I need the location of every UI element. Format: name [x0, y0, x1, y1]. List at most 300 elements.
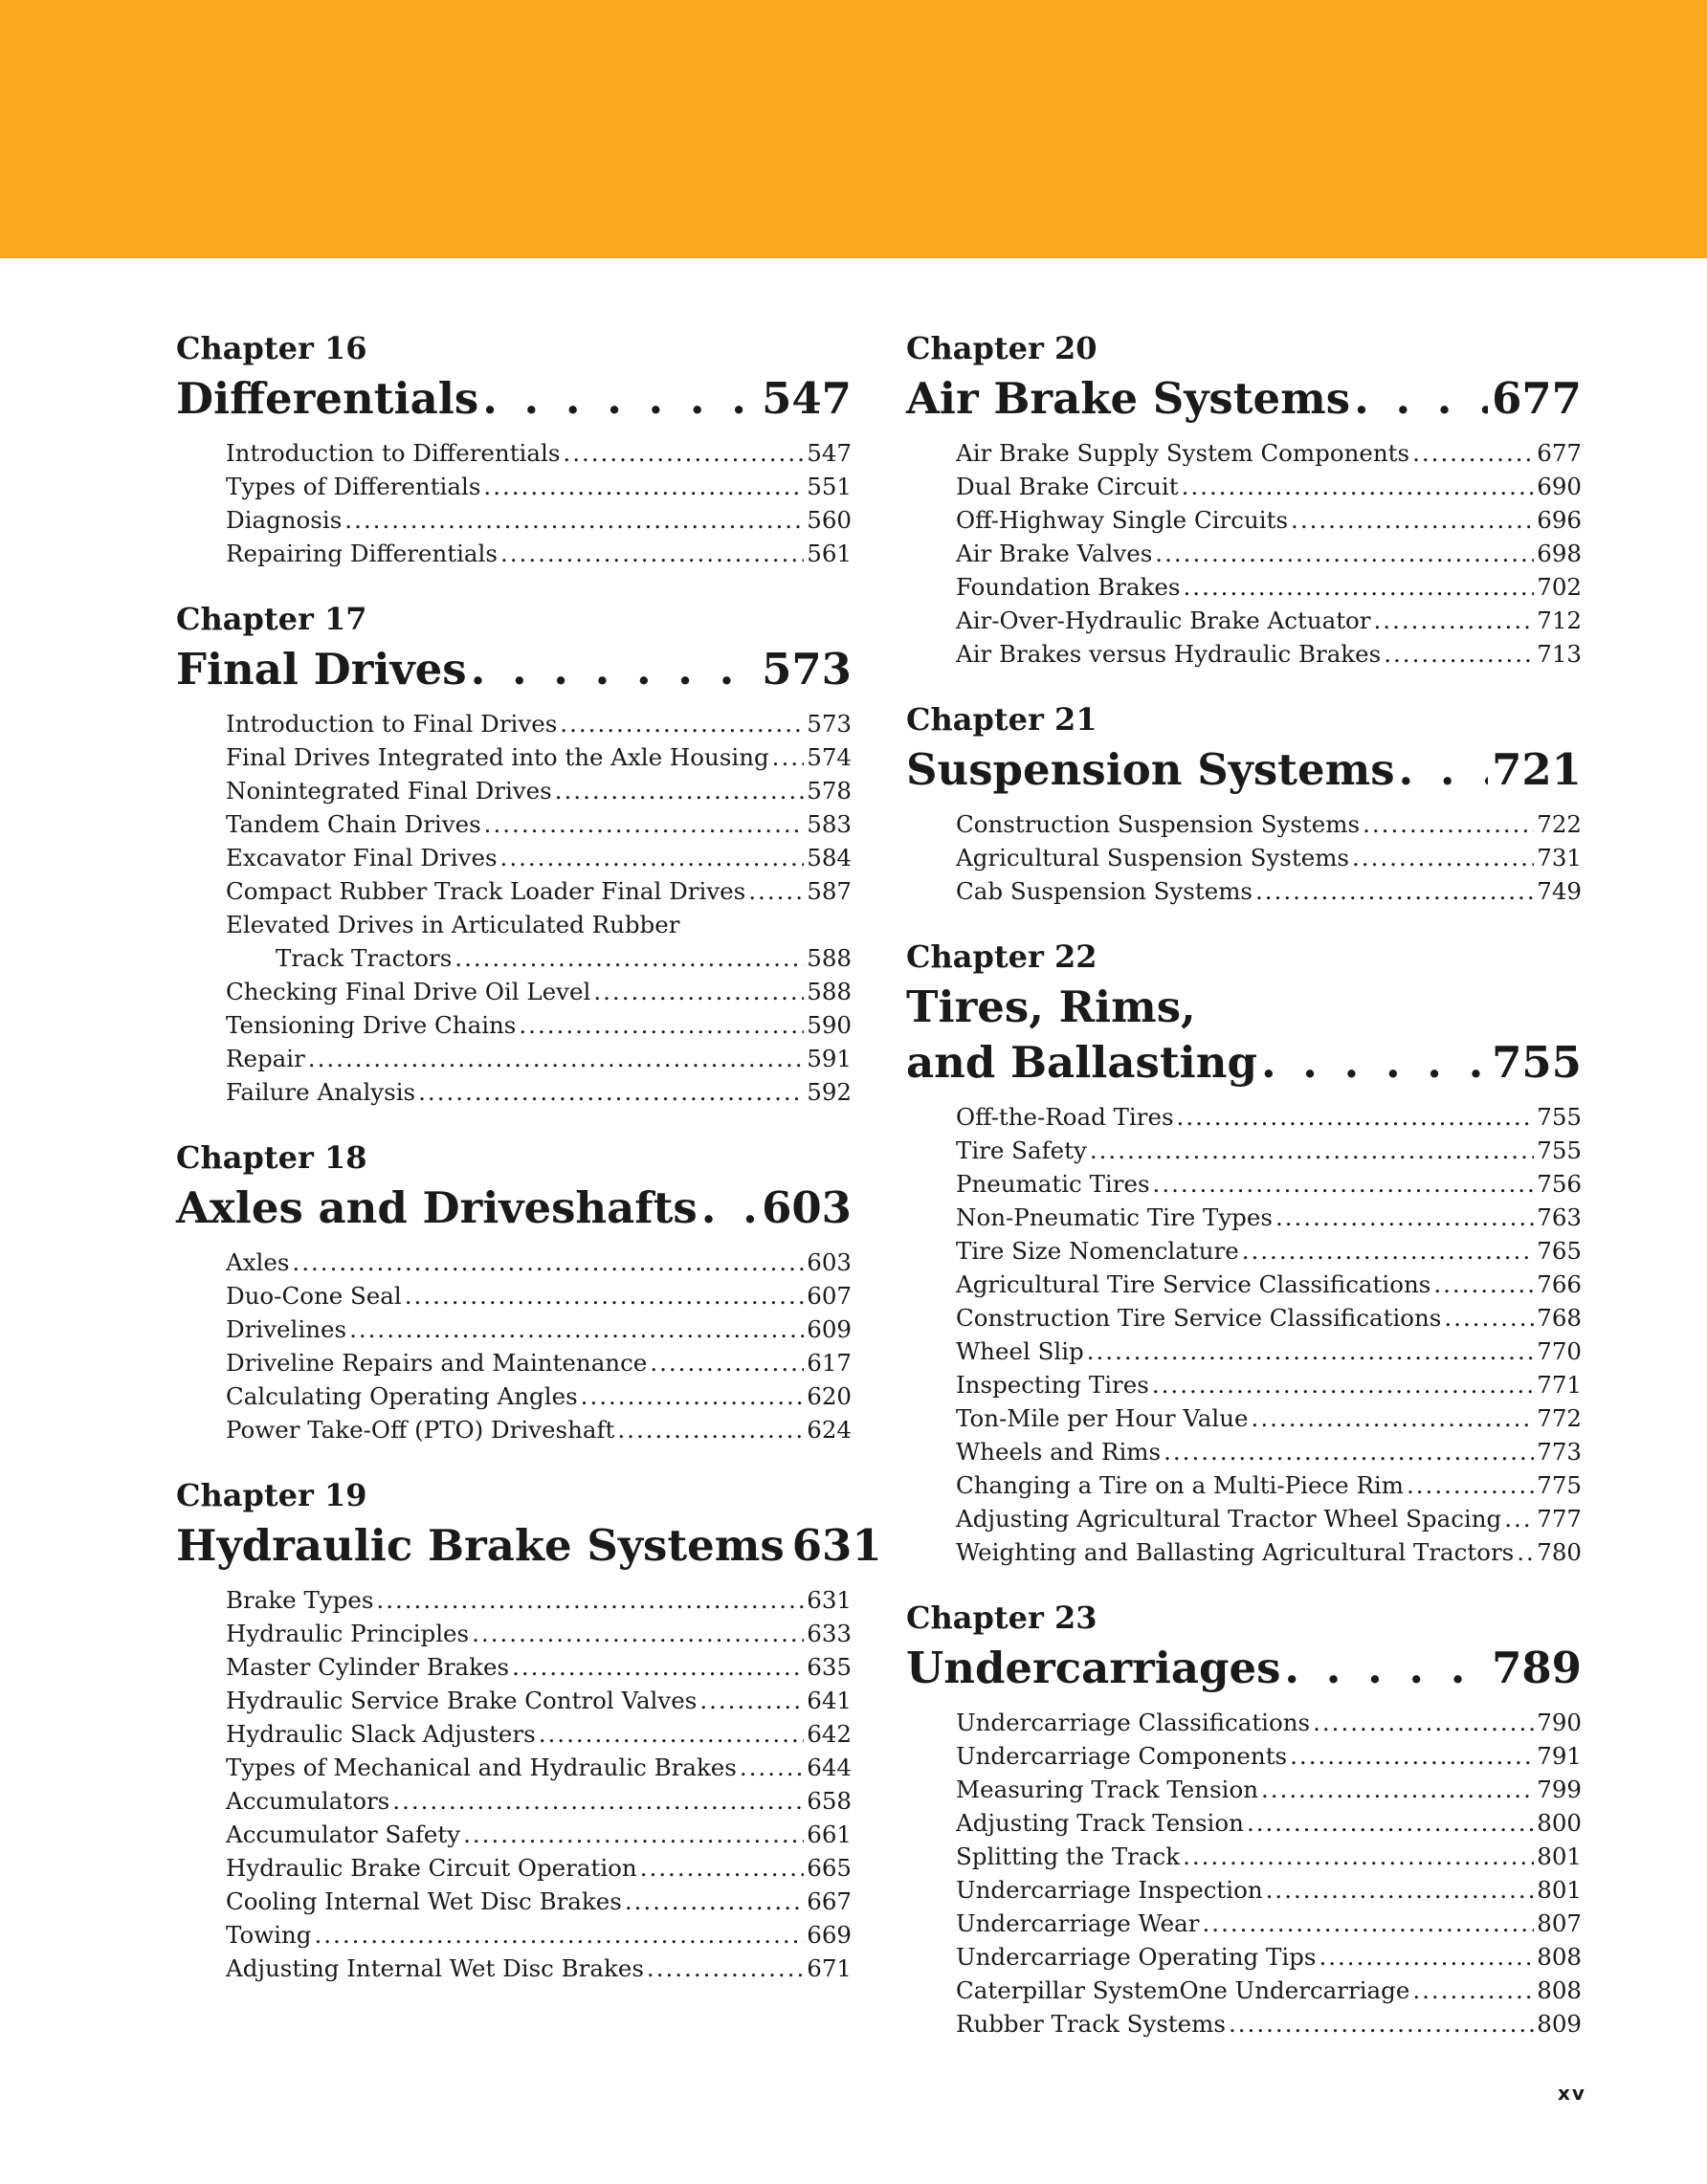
toc-entry[interactable]	[226, 707, 852, 740]
toc-entry[interactable]	[956, 1234, 1582, 1268]
entry-title: Cooling Internal Wet Disc Brakes	[226, 1887, 622, 1915]
entry-page-number: 587	[807, 877, 852, 905]
dot-leader	[1433, 1268, 1534, 1301]
chapter-title	[176, 1180, 698, 1236]
toc-entry[interactable]	[956, 1268, 1582, 1301]
toc-entry[interactable]	[956, 537, 1582, 570]
entry-page-number: 773	[1537, 1438, 1582, 1466]
toc-entry[interactable]	[226, 1413, 852, 1446]
toc-entry[interactable]	[226, 975, 852, 1008]
dot-leader	[500, 537, 804, 570]
chapter-title-link[interactable]	[176, 1518, 882, 1574]
dot-leader	[1407, 1468, 1534, 1502]
dot-leader	[1087, 1335, 1535, 1368]
toc-entry[interactable]	[226, 1751, 852, 1784]
entry-page-number: 771	[1537, 1371, 1582, 1399]
entry-page-number: 665	[807, 1854, 852, 1882]
dot-leader	[1412, 1974, 1534, 2007]
chapter-title-link[interactable]	[176, 642, 852, 697]
section-list	[176, 436, 852, 570]
toc-entry[interactable]	[956, 436, 1582, 470]
toc-entry[interactable]	[226, 1918, 852, 1952]
toc-entry[interactable]	[226, 1717, 852, 1751]
toc-entry[interactable]	[956, 1201, 1582, 1234]
toc-entry[interactable]	[226, 807, 852, 841]
entry-title: Tandem Chain Drives	[226, 810, 481, 838]
dot-leader	[1153, 1167, 1535, 1201]
dot-leader	[617, 1413, 804, 1446]
entry-page-number: 696	[1537, 506, 1582, 534]
chapter-title	[176, 642, 467, 697]
entry-page-number: 775	[1537, 1471, 1582, 1499]
toc-entry[interactable]	[226, 1246, 852, 1279]
dot-leader	[500, 841, 805, 874]
toc-entry[interactable]	[956, 1873, 1582, 1907]
chapter-page-number: 755	[1492, 1037, 1582, 1088]
toc-entry[interactable]	[226, 1784, 852, 1818]
entry-title: Changing a Tire on a Multi-Piece Rim	[956, 1471, 1404, 1499]
dot-leader	[392, 1784, 804, 1818]
toc-entry[interactable]	[956, 1806, 1582, 1840]
chapter-title-line: Differentials	[176, 373, 479, 424]
entry-page-number: 658	[807, 1787, 852, 1815]
entry-page-number: 641	[807, 1687, 852, 1714]
toc-entry[interactable]	[956, 1773, 1582, 1806]
dot-leader	[555, 774, 805, 807]
toc-entry[interactable]	[226, 1379, 852, 1413]
entry-title: Foundation Brakes	[956, 573, 1181, 601]
entry-page-number: 713	[1537, 640, 1582, 668]
dot-leader	[1363, 807, 1534, 841]
toc-entry[interactable]	[956, 1940, 1582, 1974]
toc-entry[interactable]	[956, 1739, 1582, 1773]
toc-entry[interactable]	[226, 503, 852, 537]
entry-title: Air Brake Valves	[956, 540, 1153, 567]
toc-entry[interactable]	[956, 503, 1582, 537]
toc-entry[interactable]	[956, 841, 1582, 874]
dot-leader	[1275, 1201, 1534, 1234]
chapter-page-number: 789	[1492, 1643, 1582, 1693]
toc-entry[interactable]	[226, 1346, 852, 1379]
toc-entry[interactable]	[956, 1468, 1582, 1502]
dot-leader	[483, 470, 804, 503]
entry-title: Rubber Track Systems	[956, 2010, 1226, 2038]
entry-page-number: 588	[807, 944, 852, 972]
dot-leader	[1203, 1907, 1535, 1940]
dot-leader	[1412, 436, 1534, 470]
entry-title: Axles	[226, 1248, 290, 1276]
entry-page-number: 677	[1537, 439, 1582, 467]
entry-page-number: 756	[1537, 1170, 1582, 1198]
dot-leader	[650, 1346, 804, 1379]
entry-page-number: 591	[807, 1045, 852, 1072]
dot-leader	[1354, 371, 1488, 427]
entry-page-number: 642	[807, 1720, 852, 1748]
entry-title: Nonintegrated Final Drives	[226, 777, 552, 805]
chapter-block	[906, 934, 1582, 1569]
entry-page-number: 801	[1537, 1876, 1582, 1904]
entry-title: Adjusting Agricultural Tractor Wheel Spacing	[956, 1505, 1502, 1533]
dot-leader	[1352, 841, 1534, 874]
chapter-block	[176, 1472, 882, 1985]
toc-entry[interactable]	[956, 807, 1582, 841]
entry-page-number: 790	[1537, 1709, 1582, 1736]
toc-entry[interactable]	[956, 1907, 1582, 1940]
chapter-page-number: 603	[762, 1182, 852, 1233]
entry-title: Drivelines	[226, 1315, 347, 1343]
chapter-title-link[interactable]	[176, 371, 852, 427]
dot-leader	[1152, 1368, 1534, 1401]
entry-page-number: 617	[807, 1349, 852, 1377]
dot-leader	[292, 1246, 804, 1279]
entry-title: Dual Brake Circuit	[956, 473, 1179, 500]
entry-title: Undercarriage Wear	[956, 1909, 1200, 1937]
toc-entry[interactable]	[956, 874, 1582, 908]
chapter-title-link[interactable]	[906, 1641, 1582, 1696]
toc-entry[interactable]	[956, 1368, 1582, 1401]
dot-leader	[1504, 1502, 1534, 1535]
dot-leader	[472, 1617, 804, 1650]
toc-entry[interactable]	[956, 470, 1582, 503]
entry-title: Introduction to Differentials	[226, 439, 561, 467]
toc-entry[interactable]	[226, 774, 852, 807]
entry-page-number: 578	[807, 777, 852, 805]
chapter-title-line: Undercarriages	[906, 1643, 1281, 1693]
entry-title: Master Cylinder Brakes	[226, 1653, 510, 1681]
toc-entry[interactable]	[226, 1075, 852, 1109]
dot-leader	[581, 1379, 805, 1413]
entry-title: Track Tractors	[276, 944, 453, 972]
toc-entry[interactable]	[226, 1313, 852, 1346]
chapter-title-line: Axles and Driveshafts	[176, 1182, 698, 1233]
entry-page-number: 590	[807, 1011, 852, 1039]
dot-leader	[1261, 1035, 1488, 1091]
toc-entry[interactable]	[226, 436, 852, 470]
entry-title: Splitting the Track	[956, 1842, 1181, 1870]
entry-title: Checking Final Drive Oil Level	[226, 978, 591, 1005]
dot-leader	[1182, 470, 1535, 503]
dot-leader	[539, 1717, 805, 1751]
chapter-title-line: and Ballasting	[906, 1037, 1257, 1088]
entry-page-number: 731	[1537, 844, 1582, 871]
entry-page-number: 644	[807, 1754, 852, 1781]
dot-leader	[418, 1075, 804, 1109]
dot-leader	[625, 1885, 804, 1918]
dot-leader	[1177, 1100, 1535, 1134]
chapter-title	[906, 1641, 1280, 1696]
entry-title: Calculating Operating Angles	[226, 1382, 578, 1410]
toc-entry[interactable]	[956, 1335, 1582, 1368]
entry-page-number: 765	[1537, 1237, 1582, 1265]
toc-entry[interactable]	[226, 1042, 852, 1075]
entry-title: Hydraulic Brake Circuit Operation	[226, 1854, 637, 1882]
entry-title: Agricultural Suspension Systems	[956, 844, 1349, 871]
page-number: xv	[1558, 2082, 1586, 2105]
chapter-block	[906, 696, 1582, 908]
entry-title: Hydraulic Slack Adjusters	[226, 1720, 536, 1748]
entry-page-number: 603	[807, 1248, 852, 1276]
dot-leader	[405, 1279, 804, 1313]
chapter-label: Chapter 17	[176, 601, 367, 637]
entry-page-number: 808	[1537, 1976, 1582, 2004]
chapter-page-number: 677	[1492, 373, 1582, 424]
toc-entry[interactable]	[226, 1008, 852, 1042]
entry-title: Off-Highway Single Circuits	[956, 506, 1289, 534]
chapter-block	[176, 596, 852, 1109]
toc-entry[interactable]	[226, 1279, 852, 1313]
entry-page-number: 633	[807, 1620, 852, 1647]
dot-leader	[1242, 1234, 1535, 1268]
toc-entry[interactable]	[226, 1650, 852, 1684]
dot-leader	[1090, 1134, 1534, 1167]
section-list	[906, 1706, 1582, 2041]
dot-leader	[560, 707, 804, 740]
chapter-title-line: Final Drives	[176, 644, 467, 695]
entry-page-number: 551	[807, 473, 852, 500]
chapter-title	[176, 371, 478, 427]
chapter-block	[906, 1595, 1582, 2041]
chapter-title	[906, 980, 1257, 1091]
entry-page-number: 755	[1537, 1136, 1582, 1164]
entry-page-number: 669	[807, 1921, 852, 1949]
toc-entry[interactable]	[956, 1502, 1582, 1535]
entry-title: Driveline Repairs and Maintenance	[226, 1349, 648, 1377]
dot-leader	[482, 371, 758, 427]
entry-page-number: 690	[1537, 473, 1582, 500]
dot-leader	[701, 1180, 758, 1236]
entry-page-number: 808	[1537, 1943, 1582, 1971]
chapter-page-number: 547	[762, 373, 852, 424]
toc-entry[interactable]	[226, 1684, 852, 1717]
dot-leader	[1399, 742, 1489, 798]
dot-leader	[1252, 1401, 1535, 1435]
chapter-label: Chapter 19	[176, 1477, 367, 1513]
dot-leader	[563, 436, 804, 470]
toc-entry[interactable]	[956, 1401, 1582, 1435]
entry-title: Air-Over-Hydraulic Brake Actuator	[956, 607, 1371, 634]
entry-page-number: 607	[807, 1282, 852, 1310]
toc-entry[interactable]	[956, 1974, 1582, 2007]
entry-title: Duo-Cone Seal	[226, 1282, 402, 1310]
dot-leader	[1291, 503, 1534, 537]
entry-title: Non-Pneumatic Tire Types	[956, 1203, 1273, 1231]
entry-page-number: 755	[1537, 1103, 1582, 1131]
chapter-title-line: Hydraulic Brake Systems	[176, 1520, 785, 1571]
dot-leader	[376, 1583, 804, 1617]
toc-entry[interactable]	[226, 941, 852, 975]
toc-entry[interactable]	[226, 874, 852, 908]
entry-title: Final Drives Integrated into the Axle Housing	[226, 743, 769, 771]
entry-page-number: 791	[1537, 1742, 1582, 1770]
dot-leader	[463, 1818, 804, 1851]
chapter-label: Chapter 16	[176, 330, 367, 366]
dot-leader	[1374, 604, 1535, 637]
toc-entry[interactable]	[956, 1706, 1582, 1739]
dot-leader	[314, 1918, 804, 1952]
dot-leader	[772, 740, 805, 774]
chapter-label: Chapter 20	[906, 330, 1097, 366]
toc-entry[interactable]	[226, 841, 852, 874]
entry-page-number: 722	[1537, 810, 1582, 838]
toc-entry[interactable]	[956, 1535, 1582, 1569]
entry-page-number: 799	[1537, 1776, 1582, 1803]
toc-entry[interactable]	[956, 1301, 1582, 1335]
section-list	[906, 436, 1582, 671]
entry-title: Weighting and Ballasting Agricultural Tractors	[956, 1538, 1515, 1566]
toc-entry[interactable]	[956, 604, 1582, 637]
entry-title: Undercarriage Components	[956, 1742, 1288, 1770]
entry-title: Cab Suspension Systems	[956, 877, 1253, 905]
entry-title: Wheels and Rims	[956, 1438, 1162, 1466]
entry-page-number: 766	[1537, 1270, 1582, 1298]
chapter-title-link[interactable]	[906, 742, 1582, 798]
toc-right-column	[906, 325, 1582, 2066]
entry-title: Hydraulic Service Brake Control Valves	[226, 1687, 698, 1714]
dot-leader	[1444, 1301, 1534, 1335]
entry-title: Repair	[226, 1045, 305, 1072]
entry-page-number: 800	[1537, 1809, 1582, 1837]
entry-title: Hydraulic Principles	[226, 1620, 470, 1647]
entry-page-number: 777	[1537, 1505, 1582, 1533]
entry-title: Accumulators	[226, 1787, 390, 1815]
dot-leader	[1284, 1641, 1488, 1696]
entry-page-number: 801	[1537, 1842, 1582, 1870]
entry-page-number: 667	[807, 1887, 852, 1915]
chapter-title-line: Air Brake Systems	[906, 373, 1351, 424]
toc-entry[interactable]	[956, 1134, 1582, 1167]
entry-title: Ton-Mile per Hour Value	[956, 1404, 1249, 1432]
chapter-title	[176, 1518, 785, 1574]
toc-entry[interactable]	[956, 1167, 1582, 1201]
toc-entry[interactable]	[226, 1818, 852, 1851]
entry-title: Construction Tire Service Classifications	[956, 1304, 1442, 1332]
toc-entry[interactable]	[226, 1885, 852, 1918]
entry-title: Pneumatic Tires	[956, 1170, 1150, 1198]
dot-leader	[1517, 1535, 1534, 1569]
chapter-page-number: 631	[791, 1520, 882, 1571]
entry-title: Agricultural Tire Service Classifications	[956, 1270, 1431, 1298]
dot-leader	[647, 1952, 804, 1985]
chapter-title-link[interactable]	[176, 1180, 852, 1236]
dot-leader	[699, 1684, 804, 1717]
dot-leader	[640, 1851, 805, 1885]
entry-page-number: 780	[1537, 1538, 1582, 1566]
entry-title: Types of Mechanical and Hydraulic Brakes	[226, 1754, 737, 1781]
entry-page-number: 661	[807, 1820, 852, 1848]
entry-page-number: 749	[1537, 877, 1582, 905]
chapter-block	[176, 325, 852, 570]
entry-title: Compact Rubber Track Loader Final Drives	[226, 877, 746, 905]
chapter-label: Chapter 21	[906, 701, 1097, 738]
dot-leader	[519, 1008, 804, 1042]
entry-page-number: 712	[1537, 607, 1582, 634]
entry-page-number: 770	[1537, 1337, 1582, 1365]
toc-entry[interactable]	[956, 1840, 1582, 1873]
entry-page-number: 624	[807, 1416, 852, 1444]
chapter-block	[176, 1135, 852, 1446]
entry-page-number: 561	[807, 540, 852, 567]
entry-title: Repairing Differentials	[226, 540, 498, 567]
toc-entry[interactable]	[956, 570, 1582, 604]
entry-page-number: 584	[807, 844, 852, 871]
entry-page-number: 631	[807, 1586, 852, 1614]
chapter-title-link[interactable]	[906, 371, 1582, 427]
entry-page-number: 671	[807, 1954, 852, 1982]
entry-title: Adjusting Internal Wet Disc Brakes	[226, 1954, 644, 1982]
section-list	[176, 1246, 852, 1446]
entry-title: Tire Size Nomenclature	[956, 1237, 1239, 1265]
toc-entry[interactable]	[956, 2007, 1582, 2041]
header-band	[0, 0, 1707, 258]
entry-title: Inspecting Tires	[956, 1371, 1149, 1399]
entry-page-number: 772	[1537, 1404, 1582, 1432]
chapter-label: Chapter 18	[176, 1139, 367, 1176]
dot-leader	[593, 975, 804, 1008]
dot-leader	[308, 1042, 804, 1075]
dot-leader	[349, 1313, 804, 1346]
dot-leader	[748, 874, 804, 908]
entry-title: Power Take-Off (PTO) Driveshaft	[226, 1416, 615, 1444]
dot-leader	[484, 807, 805, 841]
toc-entry[interactable]	[226, 1583, 852, 1617]
dot-leader	[454, 941, 804, 975]
entry-page-number: 592	[807, 1078, 852, 1106]
toc-entry[interactable]	[226, 537, 852, 570]
dot-leader	[1255, 874, 1534, 908]
entry-page-number: 807	[1537, 1909, 1582, 1937]
entry-page-number: 635	[807, 1653, 852, 1681]
toc-entry[interactable]	[956, 1100, 1582, 1134]
entry-title: Measuring Track Tension	[956, 1776, 1259, 1803]
entry-page-number: 620	[807, 1382, 852, 1410]
chapter-title	[906, 371, 1350, 427]
toc-left-column	[176, 325, 882, 2011]
toc-entry[interactable]	[956, 1435, 1582, 1468]
entry-title: Towing	[226, 1921, 312, 1949]
entry-title: Introduction to Final Drives	[226, 710, 558, 738]
chapter-title-line: Tires, Rims,	[906, 982, 1196, 1032]
toc-entry[interactable]	[226, 1617, 852, 1650]
dot-leader	[1164, 1435, 1534, 1468]
entry-page-number: 588	[807, 978, 852, 1005]
entry-page-number: 547	[807, 439, 852, 467]
toc-entry[interactable]	[226, 1952, 852, 1985]
toc-entry[interactable]	[226, 470, 852, 503]
entry-title: Excavator Final Drives	[226, 844, 498, 871]
chapter-title	[906, 742, 1395, 798]
section-list	[906, 1100, 1582, 1569]
entry-title: Construction Suspension Systems	[956, 810, 1361, 838]
entry-page-number: 763	[1537, 1203, 1582, 1231]
section-list	[176, 1583, 852, 1985]
chapter-title-link[interactable]	[906, 980, 1582, 1091]
dot-leader	[1155, 537, 1534, 570]
toc-entry[interactable]	[226, 740, 852, 774]
entry-title: Undercarriage Operating Tips	[956, 1943, 1317, 1971]
toc-entry[interactable]	[226, 908, 852, 941]
toc-entry[interactable]	[226, 1851, 852, 1885]
entry-title: Adjusting Track Tension	[956, 1809, 1244, 1837]
dot-leader	[1266, 1873, 1535, 1907]
dot-leader	[1384, 637, 1534, 671]
toc-entry[interactable]	[956, 637, 1582, 671]
dot-leader	[1247, 1806, 1534, 1840]
entry-title: Tire Safety	[956, 1136, 1087, 1164]
entry-title: Undercarriage Inspection	[956, 1876, 1263, 1904]
entry-title: Caterpillar SystemOne Undercarriage	[956, 1976, 1410, 2004]
chapter-label: Chapter 23	[906, 1599, 1097, 1636]
entry-title: Undercarriage Classifications	[956, 1709, 1311, 1736]
